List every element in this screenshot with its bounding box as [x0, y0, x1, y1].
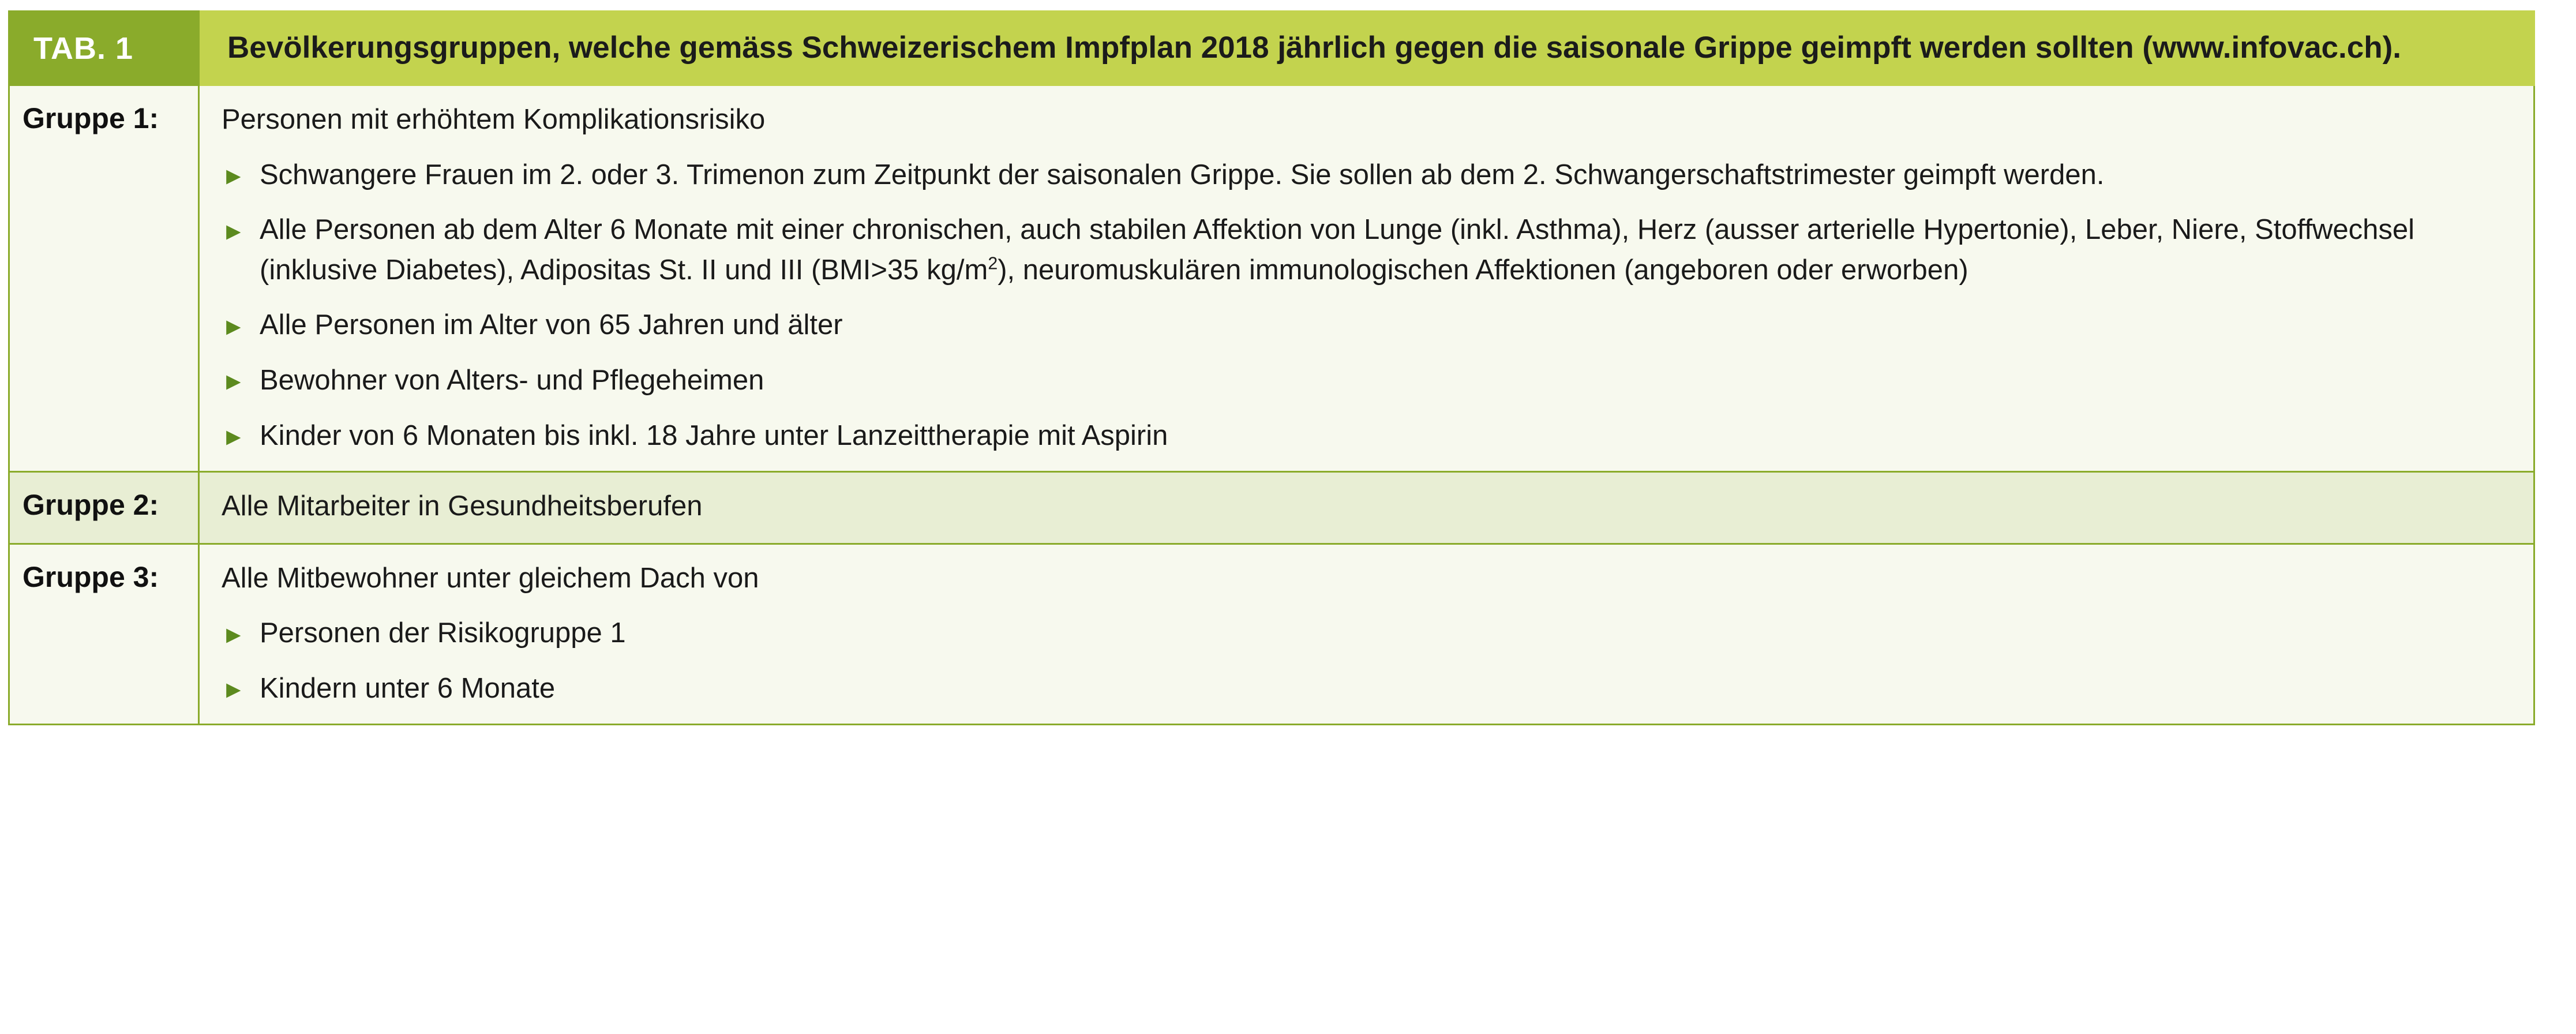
group-lead-text: Alle Mitarbeiter in Gesundheitsberufen	[222, 490, 703, 522]
arrow-bullet-icon: ►	[222, 676, 246, 703]
arrow-bullet-icon: ►	[222, 312, 246, 340]
arrow-bullet-icon: ►	[222, 422, 246, 450]
list-item	[222, 669, 2510, 709]
group-lead-text: Personen mit erhöhtem Komplikationsrisiko	[222, 104, 766, 136]
list-item	[222, 416, 2510, 456]
list-item	[222, 305, 2510, 346]
arrow-bullet-icon: ►	[222, 620, 246, 648]
list-item	[222, 613, 2510, 654]
table-title: Bevölkerungsgruppen, welche gemäss Schweizerischem Impfplan 2018 jährlich gegen die saisonale Grippe geimpft werden sollten (www.infovac.ch).	[227, 31, 2401, 65]
table-row	[10, 86, 2533, 473]
table-header	[8, 10, 2535, 86]
table-body	[8, 86, 2535, 725]
group-label: Gruppe 3:	[10, 545, 200, 724]
table-number-badge: TAB. 1	[8, 10, 200, 86]
list-item-text: Bewohner von Alters- und Pflegeheimen	[260, 365, 764, 396]
group-label: Gruppe 1:	[10, 86, 200, 471]
list-item-text: Schwangere Frauen im 2. oder 3. Trimenon zum Zeitpunkt der saisonalen Grippe. Sie sollen ab dem 2. Schwangerschaftstrimester geimpft werden.	[260, 159, 2105, 190]
group-content	[200, 545, 2533, 724]
group-content	[200, 86, 2533, 471]
group-lead-text: Alle Mitbewohner unter gleichem Dach von	[222, 562, 759, 594]
list-item	[222, 361, 2510, 401]
arrow-bullet-icon: ►	[222, 162, 246, 190]
bullet-list	[222, 155, 2510, 456]
list-item-text: Kinder von 6 Monaten bis inkl. 18 Jahre unter Lanzeittherapie mit Aspirin	[260, 419, 1168, 451]
table-row	[10, 473, 2533, 545]
list-item-text: Kindern unter 6 Monate	[260, 672, 556, 704]
group-content	[200, 473, 2533, 543]
bullet-list	[222, 613, 2510, 709]
list-item-text: Personen der Risikogruppe 1	[260, 617, 626, 649]
list-item-text: Alle Personen ab dem Alter 6 Monate mit einer chronischen, auch stabilen Affektion von Lunge (inkl. Asthma), Herz (ausser arterielle Hypertonie), Leber, Niere, Stoffwechsel (inklusive Diabetes), Adipositas St. II und III (BMI>35 $kg/m^2$), neuromuskulären immunologischen Affektionen (angeboren oder erworben)	[260, 214, 2415, 286]
group-label: Gruppe 2:	[10, 473, 200, 543]
list-item	[222, 210, 2510, 290]
list-item	[222, 155, 2510, 196]
list-item-text: Alle Personen im Alter von 65 Jahren und älter	[260, 309, 843, 341]
arrow-bullet-icon: ►	[222, 217, 246, 245]
table-container	[8, 10, 2535, 725]
arrow-bullet-icon: ►	[222, 368, 246, 395]
table-row	[10, 545, 2533, 724]
